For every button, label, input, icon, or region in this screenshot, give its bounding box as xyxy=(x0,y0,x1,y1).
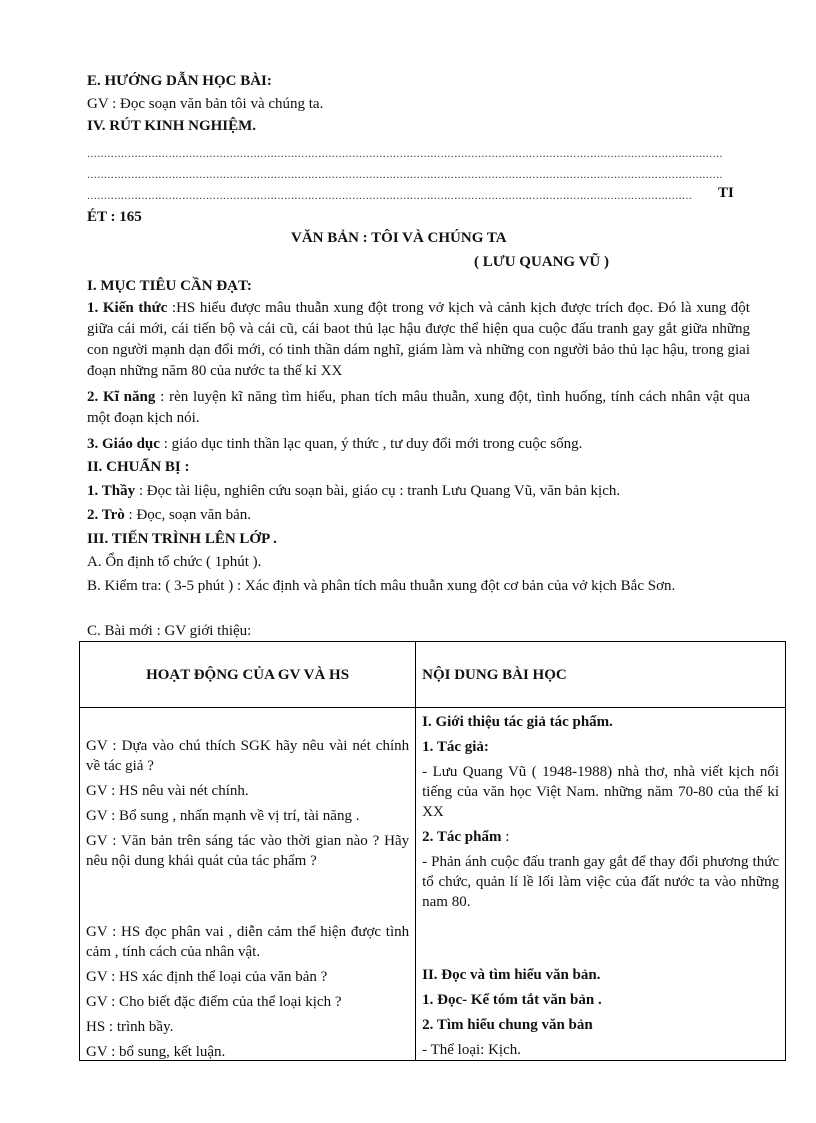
content-cell xyxy=(416,708,786,1061)
education-label: 3. Giáo dục xyxy=(87,436,160,452)
skills-label: 2. Kĩ năng xyxy=(87,389,156,405)
activity-line: GV : Bổ sung , nhấn mạnh về vị trí, tài năng . xyxy=(86,808,360,824)
knowledge-text: :HS hiểu được mâu thuẫn xung đột trong vở kịch và cảnh kịch được trích đọc. Đó là xung đột giữa cái mới, cái tiến bộ và cái cũ, cái baot thủ lạc hậu được thể hiện qua cuộc đấu tranh gay gắt giữa những con người mạnh dạn đổi mới, có tinh thần dám nghĩ, giám làm và những con người bảo thủ lạc hậu, trong giai đoạn những năm 80 của nước ta thế kỉ XX xyxy=(87,300,750,379)
lesson-table xyxy=(79,641,786,1061)
activities-group-2 xyxy=(86,922,409,1067)
objective-skills xyxy=(87,387,750,429)
page-title: VĂN BẢN : TÔI VÀ CHÚNG TA xyxy=(291,230,507,246)
procedure-heading: III. TIẾN TRÌNH LÊN LỚP . xyxy=(87,531,277,547)
activity-line: GV : Cho biết đặc điểm của thể loại kịch ? xyxy=(86,994,342,1010)
table-header-row xyxy=(80,642,786,708)
tiet-number: ÉT : 165 xyxy=(87,209,142,225)
preparation-heading: II. CHUẨN BỊ : xyxy=(87,459,190,475)
general-study: 2. Tìm hiểu chung văn bản xyxy=(422,1017,593,1033)
activity-line: GV : HS nêu vài nét chính. xyxy=(86,783,249,799)
knowledge-label: 1. Kiến thức xyxy=(87,300,168,316)
activity-line: GV : Dựa vào chú thích SGK hãy nêu vài nét chính về tác giả ? xyxy=(86,738,410,774)
skills-text: : rèn luyện kĩ năng tìm hiểu, phan tích mâu thuẫn, xung đột, tình huống, tính cách nhân vật qua một đoạn kịch nói. xyxy=(87,389,750,426)
table-body-row xyxy=(80,708,786,1061)
work-label: 2. Tác phẩm xyxy=(422,829,502,845)
activity-line: HS : trình bầy. xyxy=(86,1019,174,1035)
author-label: 1. Tác giả: xyxy=(422,739,489,755)
procedure-b: B. Kiểm tra: ( 3-5 phút ) : Xác định và phân tích mâu thuẫn xung đột cơ bản của vở kịch Bắc Sơn. xyxy=(87,578,676,594)
work-text: - Phản ánh cuộc đấu tranh gay gắt để thay đổi phương thức tổ chức, quản lí lề lối làm việc của đất nước ta vào những nam 80. xyxy=(422,854,779,910)
section-e-text: GV : Đọc soạn văn bản tôi và chúng ta. xyxy=(87,96,324,112)
section-e-heading: E. HƯỚNG DẪN HỌC BÀI: xyxy=(87,73,272,89)
objective-education xyxy=(87,434,750,455)
work-colon: : xyxy=(501,829,510,845)
author-subtitle: ( LƯU QUANG VŨ ) xyxy=(474,254,609,270)
activity-line: GV : HS xác định thể loại của văn bản ? xyxy=(86,969,328,985)
student-label: 2. Trò xyxy=(87,507,125,523)
teacher-label: 1. Thầy xyxy=(87,483,136,499)
prep-teacher xyxy=(87,481,620,502)
genre-text: - Thể loại: Kịch. xyxy=(422,1042,521,1058)
dotted-line-2: ........................................................................................................................................................................................... xyxy=(87,167,723,181)
header-content: NỘI DUNG BÀI HỌC xyxy=(416,642,786,708)
prep-student xyxy=(87,505,251,526)
activities-cell xyxy=(80,708,416,1061)
student-text: : Đọc, soạn văn bản. xyxy=(124,507,251,523)
procedure-a: A. Ổn định tổ chức ( 1phút ). xyxy=(87,554,262,570)
activities-group-1 xyxy=(86,736,409,876)
activity-line: GV : HS đọc phân vai , diễn cảm thể hiện được tình cảm , tính cách của nhân vật. xyxy=(86,924,410,960)
teacher-text: : Đọc tài liệu, nghiên cứu soạn bài, giáo cụ : tranh Lưu Quang Vũ, văn bản kịch. xyxy=(135,483,621,499)
header-activities: HOẠT ĐỘNG CỦA GV VÀ HS xyxy=(80,642,416,708)
dotted-line-1: ........................................................................................................................................................................................... xyxy=(87,146,723,160)
section-iv-heading: IV. RÚT KINH NGHIỆM. xyxy=(87,118,257,134)
tiet-prefix: TI xyxy=(718,185,734,201)
objective-knowledge xyxy=(87,298,750,382)
content-heading-1: I. Giới thiệu tác giả tác phẩm. xyxy=(422,714,613,730)
author-text: - Lưu Quang Vũ ( 1948-1988) nhà thơ, nhà viết kịch nổi tiếng của văn học Việt Nam. những năm 70-80 của thế kỉ XX xyxy=(422,764,779,820)
activity-line: GV : Văn bản trên sáng tác vào thời gian nào ? Hãy nêu nội dung khái quát của tác phẩm ? xyxy=(86,833,410,869)
read-summary: 1. Đọc- Kể tóm tắt văn bản . xyxy=(422,992,602,1008)
dotted-line-3: .................................................................................................................................................................................. xyxy=(87,188,693,202)
content-group-1 xyxy=(422,712,779,917)
objectives-heading: I. MỤC TIÊU CẦN ĐẠT: xyxy=(87,278,252,294)
activity-line: GV : bổ sung, kết luận. xyxy=(86,1044,226,1060)
content-group-2 xyxy=(422,965,779,1065)
education-text: : giáo dục tinh thần lạc quan, ý thức , tư duy đổi mới trong cuộc sống. xyxy=(159,436,583,452)
work-line xyxy=(422,827,779,847)
content-heading-2: II. Đọc và tìm hiểu văn bản. xyxy=(422,967,601,983)
procedure-c: C. Bài mới : GV giới thiệu: xyxy=(87,623,252,639)
